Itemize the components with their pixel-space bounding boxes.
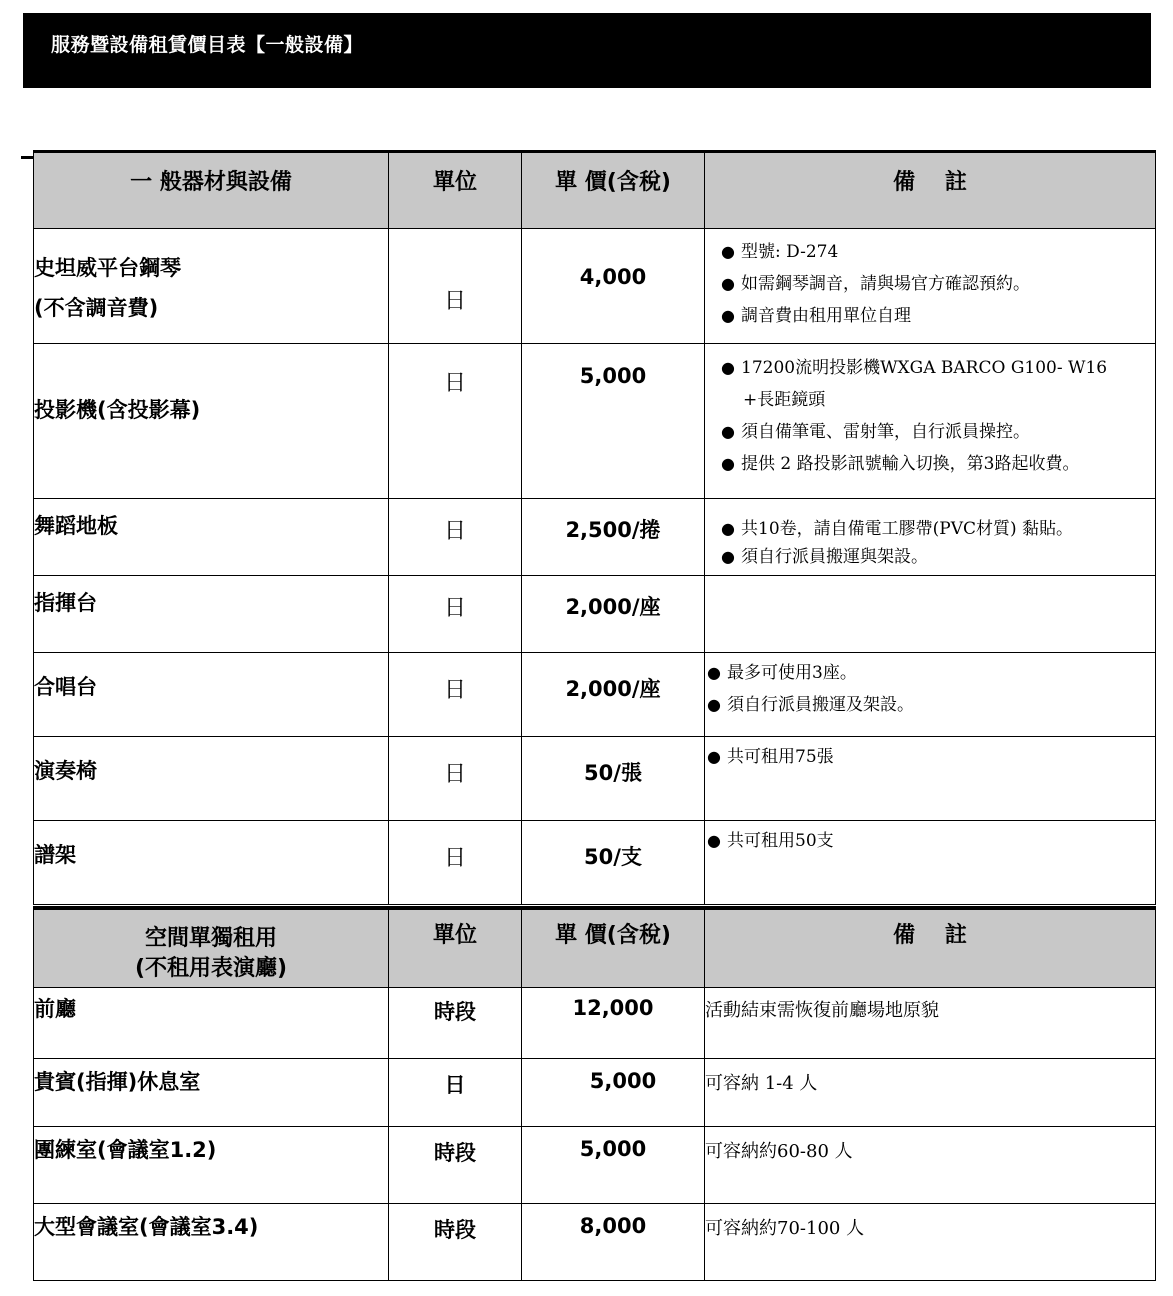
item-price: 8,000 (522, 1203, 705, 1280)
table-row (34, 1058, 1156, 1126)
table-row (34, 576, 1156, 653)
item-name: 指揮台 (34, 576, 389, 653)
equipment-table (33, 150, 1156, 905)
table-row (34, 653, 1156, 737)
item-name: 譜架 (34, 821, 389, 905)
item-note: 可容納 1-4 人 (705, 1058, 1156, 1126)
item-price: 50/支 (522, 821, 705, 905)
item-note: 活動結束需恢復前廳場地原貌 (705, 987, 1156, 1058)
item-note: ● 型號: D-274 ● 如需鋼琴調音，請與場官方確認預約。 ● 調音費由租用單位自理 (705, 229, 1156, 344)
item-unit: 日 (389, 229, 522, 344)
item-note: ● 共可租用75張 (705, 737, 1156, 821)
item-name: 團練室(會議室1.2) (34, 1126, 389, 1203)
item-name: 合唱台 (34, 653, 389, 737)
item-unit: 日 (389, 821, 522, 905)
page-title: 服務暨設備租賃價目表【一般設備】 (51, 34, 364, 56)
item-name: 史坦威平台鋼琴 (不含調音費) (34, 229, 389, 344)
item-note: 可容納約70-100 人 (705, 1203, 1156, 1280)
item-note: 可容納約60-80 人 (705, 1126, 1156, 1203)
item-unit: 時段 (389, 987, 522, 1058)
item-note (705, 576, 1156, 653)
item-name: 演奏椅 (34, 737, 389, 821)
title-banner (23, 13, 1151, 88)
table-row (34, 1126, 1156, 1203)
item-note: ● 17200流明投影機WXGA BARCO G100- W16 +長距鏡頭 ● 須自備筆電、雷射筆，自行派員操控。 ● 提供 2 路投影訊號輸入切換，第3路起收費。 (705, 344, 1156, 499)
item-name: 投影機(含投影幕) (34, 344, 389, 499)
item-name: 大型會議室(會議室3.4) (34, 1203, 389, 1280)
item-price: 2,000/座 (522, 576, 705, 653)
item-unit: 日 (389, 576, 522, 653)
table-row (34, 987, 1156, 1058)
item-price: 12,000 (522, 987, 705, 1058)
header-price: 單 價(含稅) (522, 908, 705, 987)
header-unit: 單位 (389, 908, 522, 987)
table-header-row (34, 152, 1156, 229)
item-note: ● 共可租用50支 (705, 821, 1156, 905)
header-unit: 單位 (389, 152, 522, 229)
item-unit: 時段 (389, 1126, 522, 1203)
table-row (34, 737, 1156, 821)
header-note: 備 註 (705, 152, 1156, 229)
table-row (34, 229, 1156, 344)
header-name: 一 般器材與設備 (34, 152, 389, 229)
table-row (34, 821, 1156, 905)
header-note: 備 註 (705, 908, 1156, 987)
header-price: 單 價(含稅) (522, 152, 705, 229)
item-price: 50/張 (522, 737, 705, 821)
item-unit: 日 (389, 737, 522, 821)
item-price: 2,000/座 (522, 653, 705, 737)
table-header-row (34, 908, 1156, 987)
item-note: ● 最多可使用3座。 ● 須自行派員搬運及架設。 (705, 653, 1156, 737)
item-price: 2,500/捲 (522, 499, 705, 576)
table-row (34, 499, 1156, 576)
item-price: 4,000 (522, 229, 705, 344)
item-unit: 日 (389, 499, 522, 576)
item-unit: 日 (389, 653, 522, 737)
table-row (34, 1203, 1156, 1280)
item-price: 5,000 (522, 1058, 705, 1126)
space-rental-table (33, 906, 1156, 1281)
item-name: 前廳 (34, 987, 389, 1058)
item-unit: 時段 (389, 1203, 522, 1280)
item-price: 5,000 (522, 1126, 705, 1203)
item-unit: 日 (389, 1058, 522, 1126)
item-name: 貴賓(指揮)休息室 (34, 1058, 389, 1126)
header-name: 空間單獨租用 (不租用表演廳) (34, 908, 389, 987)
table-row (34, 344, 1156, 499)
item-name: 舞蹈地板 (34, 499, 389, 576)
item-price: 5,000 (522, 344, 705, 499)
item-unit: 日 (389, 344, 522, 499)
item-note: ● 共10卷，請自備電工膠帶(PVC材質) 黏貼。 ● 須自行派員搬運與架設。 (705, 499, 1156, 576)
